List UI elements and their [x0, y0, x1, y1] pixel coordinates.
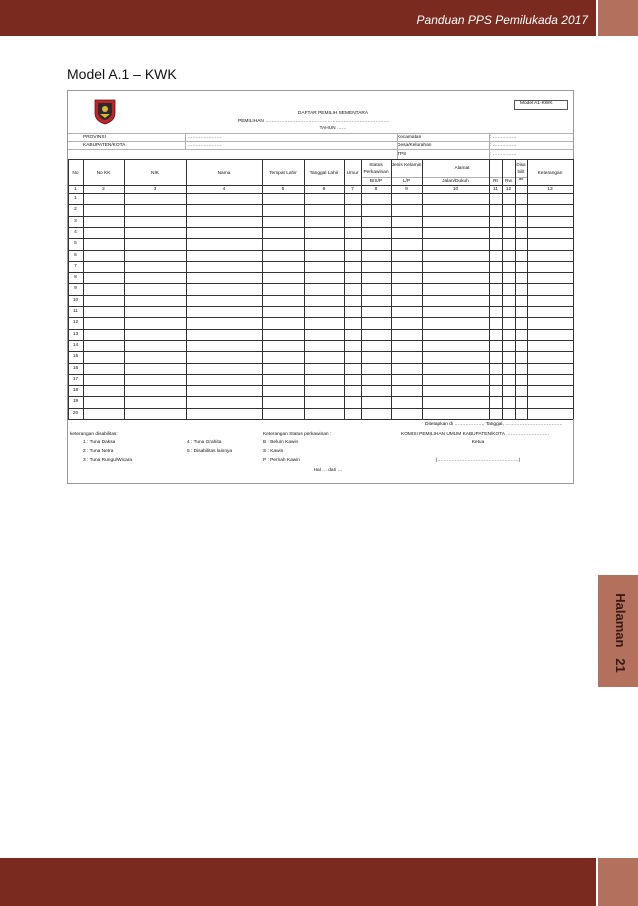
grid-line	[68, 193, 573, 194]
marital-heading: Keterangan Status perkawinan :	[263, 432, 332, 437]
col-tanggal-lahir: Tanggal Lahir	[309, 171, 339, 176]
disability-item: 5 : Disabilitas lainnya	[187, 449, 233, 454]
grid-line	[68, 141, 573, 142]
grid-line	[68, 419, 573, 420]
grid-line	[344, 159, 345, 419]
grid-line	[68, 295, 573, 296]
page-number: 21	[613, 658, 628, 673]
grid-line	[68, 216, 573, 217]
disability-item: 4 : Tuna Grahita	[187, 440, 222, 445]
grid-line	[185, 133, 186, 149]
disability-item: 3 : Tuna Rungu/Wicara	[83, 458, 133, 463]
grid-line	[489, 159, 490, 419]
marital-item: S : Kawin	[263, 449, 284, 454]
marital-item: P : Pernah Kawin	[263, 458, 300, 463]
row-number: 5	[74, 241, 77, 247]
grid-line	[124, 159, 125, 419]
grid-line	[68, 408, 573, 409]
col-status-code: B/S/P	[369, 179, 383, 184]
province-value[interactable]: : …………………	[185, 135, 222, 140]
document-title: Model A.1 – KWK	[67, 66, 177, 82]
election-line: PEMILIHAN ……………………………………………………………………	[238, 119, 390, 124]
grid-line	[68, 250, 573, 251]
footer-bar	[0, 858, 596, 906]
grid-line	[68, 283, 573, 284]
footer-tab	[598, 858, 638, 906]
row-number: 17	[72, 376, 79, 382]
col-disabilitas: Disa bilit as	[516, 162, 526, 181]
grid-line	[502, 159, 503, 419]
grid-line	[68, 227, 573, 228]
col-nama: Nama	[217, 171, 231, 176]
col-tempat-lahir: Tempat Lahir	[269, 171, 297, 176]
column-number: 13	[547, 187, 553, 192]
header-tab	[598, 0, 638, 36]
col-rt: Rt	[493, 179, 498, 184]
marital-item: B : Belum Kawin	[263, 440, 299, 445]
model-code: Model A1-KWK	[520, 101, 553, 106]
grid-line	[515, 159, 516, 419]
row-number: 15	[72, 354, 79, 360]
grid-line	[527, 159, 528, 419]
row-number: 1	[74, 196, 77, 201]
column-number: 4	[222, 187, 226, 192]
running-title: Panduan PPS Pemilukada 2017	[416, 13, 588, 27]
col-jenis-kelamin: Jenis Kelamin	[391, 163, 422, 168]
chair-label: Ketua	[471, 440, 485, 445]
village-label: Desa/Kelurahan	[397, 143, 432, 148]
grid-line	[68, 261, 573, 262]
row-number: 16	[72, 365, 79, 371]
col-jk-code: L/P	[402, 179, 411, 184]
voter-list-form	[67, 90, 574, 484]
col-no-kk: No KK	[96, 171, 111, 176]
row-number: 2	[74, 207, 77, 213]
kpu-logo-icon	[90, 97, 120, 125]
column-number: 2	[102, 187, 105, 192]
district-value[interactable]: : ……………	[490, 135, 517, 140]
disability-item: 2 : Tuna Netra	[83, 449, 114, 454]
col-no: No	[72, 171, 79, 176]
grid-line	[68, 149, 573, 150]
grid-line	[391, 159, 392, 419]
disability-item: 1 : Tuna Daksa	[83, 440, 116, 445]
column-number: 3	[153, 187, 157, 192]
column-number: 8	[374, 187, 378, 192]
row-number: 7	[74, 263, 77, 269]
grid-line	[68, 385, 573, 386]
grid-line	[83, 159, 84, 419]
col-nik: NIK	[151, 171, 159, 176]
grid-line	[304, 159, 305, 419]
grid-line	[68, 133, 573, 134]
col-alamat: Alamat	[454, 166, 470, 171]
col-umur: Umur	[346, 171, 359, 176]
grid-line	[68, 351, 573, 352]
row-number: 6	[74, 252, 77, 258]
place-date[interactable]: Ditetapkan di ………………, Tanggal, ………………………………	[425, 422, 563, 427]
row-number: 19	[72, 399, 79, 405]
col-keterangan: Keterangan	[537, 171, 563, 176]
tps-label: TPS	[397, 152, 407, 157]
grid-line	[68, 238, 573, 239]
grid-line	[262, 159, 263, 419]
column-number: 7	[351, 187, 354, 192]
grid-line	[422, 159, 423, 419]
grid-line	[68, 396, 573, 397]
col-jalan: Jalan/Dukuh	[442, 179, 469, 184]
disability-heading: keterangan disabilitas:	[70, 432, 118, 437]
row-number: 3	[74, 218, 77, 224]
row-number: 18	[72, 388, 79, 394]
grid-line	[68, 317, 573, 318]
grid-line	[68, 306, 573, 307]
grid-line	[68, 185, 573, 186]
village-value[interactable]: : ……………	[490, 143, 517, 148]
grid-line	[68, 374, 573, 375]
grid-line	[186, 159, 187, 419]
grid-line	[68, 204, 573, 205]
column-number: 12	[505, 187, 512, 192]
column-number: 9	[405, 187, 408, 192]
col-status: Status Perkawinan	[363, 163, 389, 175]
row-number: 13	[72, 331, 79, 337]
row-number: 14	[72, 342, 79, 348]
grid-line	[68, 329, 573, 330]
column-number: 6	[322, 187, 326, 192]
row-number: 20	[72, 410, 79, 416]
grid-line	[68, 159, 573, 160]
grid-line	[68, 340, 573, 341]
col-rw: Rw	[505, 179, 512, 184]
grid-line	[361, 159, 362, 419]
grid-line	[68, 159, 69, 419]
tps-value[interactable]: : ……………	[490, 152, 517, 157]
column-number: 10	[452, 187, 459, 192]
row-number: 8	[74, 275, 77, 281]
grid-line	[573, 159, 574, 419]
column-number: 11	[493, 187, 498, 192]
page-of: Hal … dari …	[313, 468, 343, 473]
province-label: PROVINSI	[83, 135, 106, 140]
commission-name: KOMISI PEMILIHAN UMUM KABUPATEN/KOTA ………………………	[401, 432, 550, 437]
column-number: 1	[74, 187, 77, 192]
signature-line[interactable]: (……………………………………………)	[435, 458, 521, 463]
row-number: 10	[72, 297, 79, 303]
form-heading: DAFTAR PEMILIH SEMENTARA	[297, 111, 369, 116]
row-number: 9	[74, 286, 77, 292]
year-line: TAHUN ……	[319, 126, 347, 131]
row-number: 12	[72, 320, 79, 326]
regency-label: KABUPATEN/KOTA	[83, 143, 126, 148]
grid-line	[68, 363, 573, 364]
grid-line	[489, 133, 490, 159]
grid-line	[68, 272, 573, 273]
district-label: Kecamatan	[397, 135, 422, 140]
row-number: 4	[74, 229, 77, 235]
regency-value[interactable]: : …………………	[185, 143, 222, 148]
grid-line	[397, 133, 398, 159]
page-label-word: Halaman	[613, 593, 628, 648]
column-number: 5	[281, 187, 285, 192]
row-number: 11	[73, 309, 78, 314]
